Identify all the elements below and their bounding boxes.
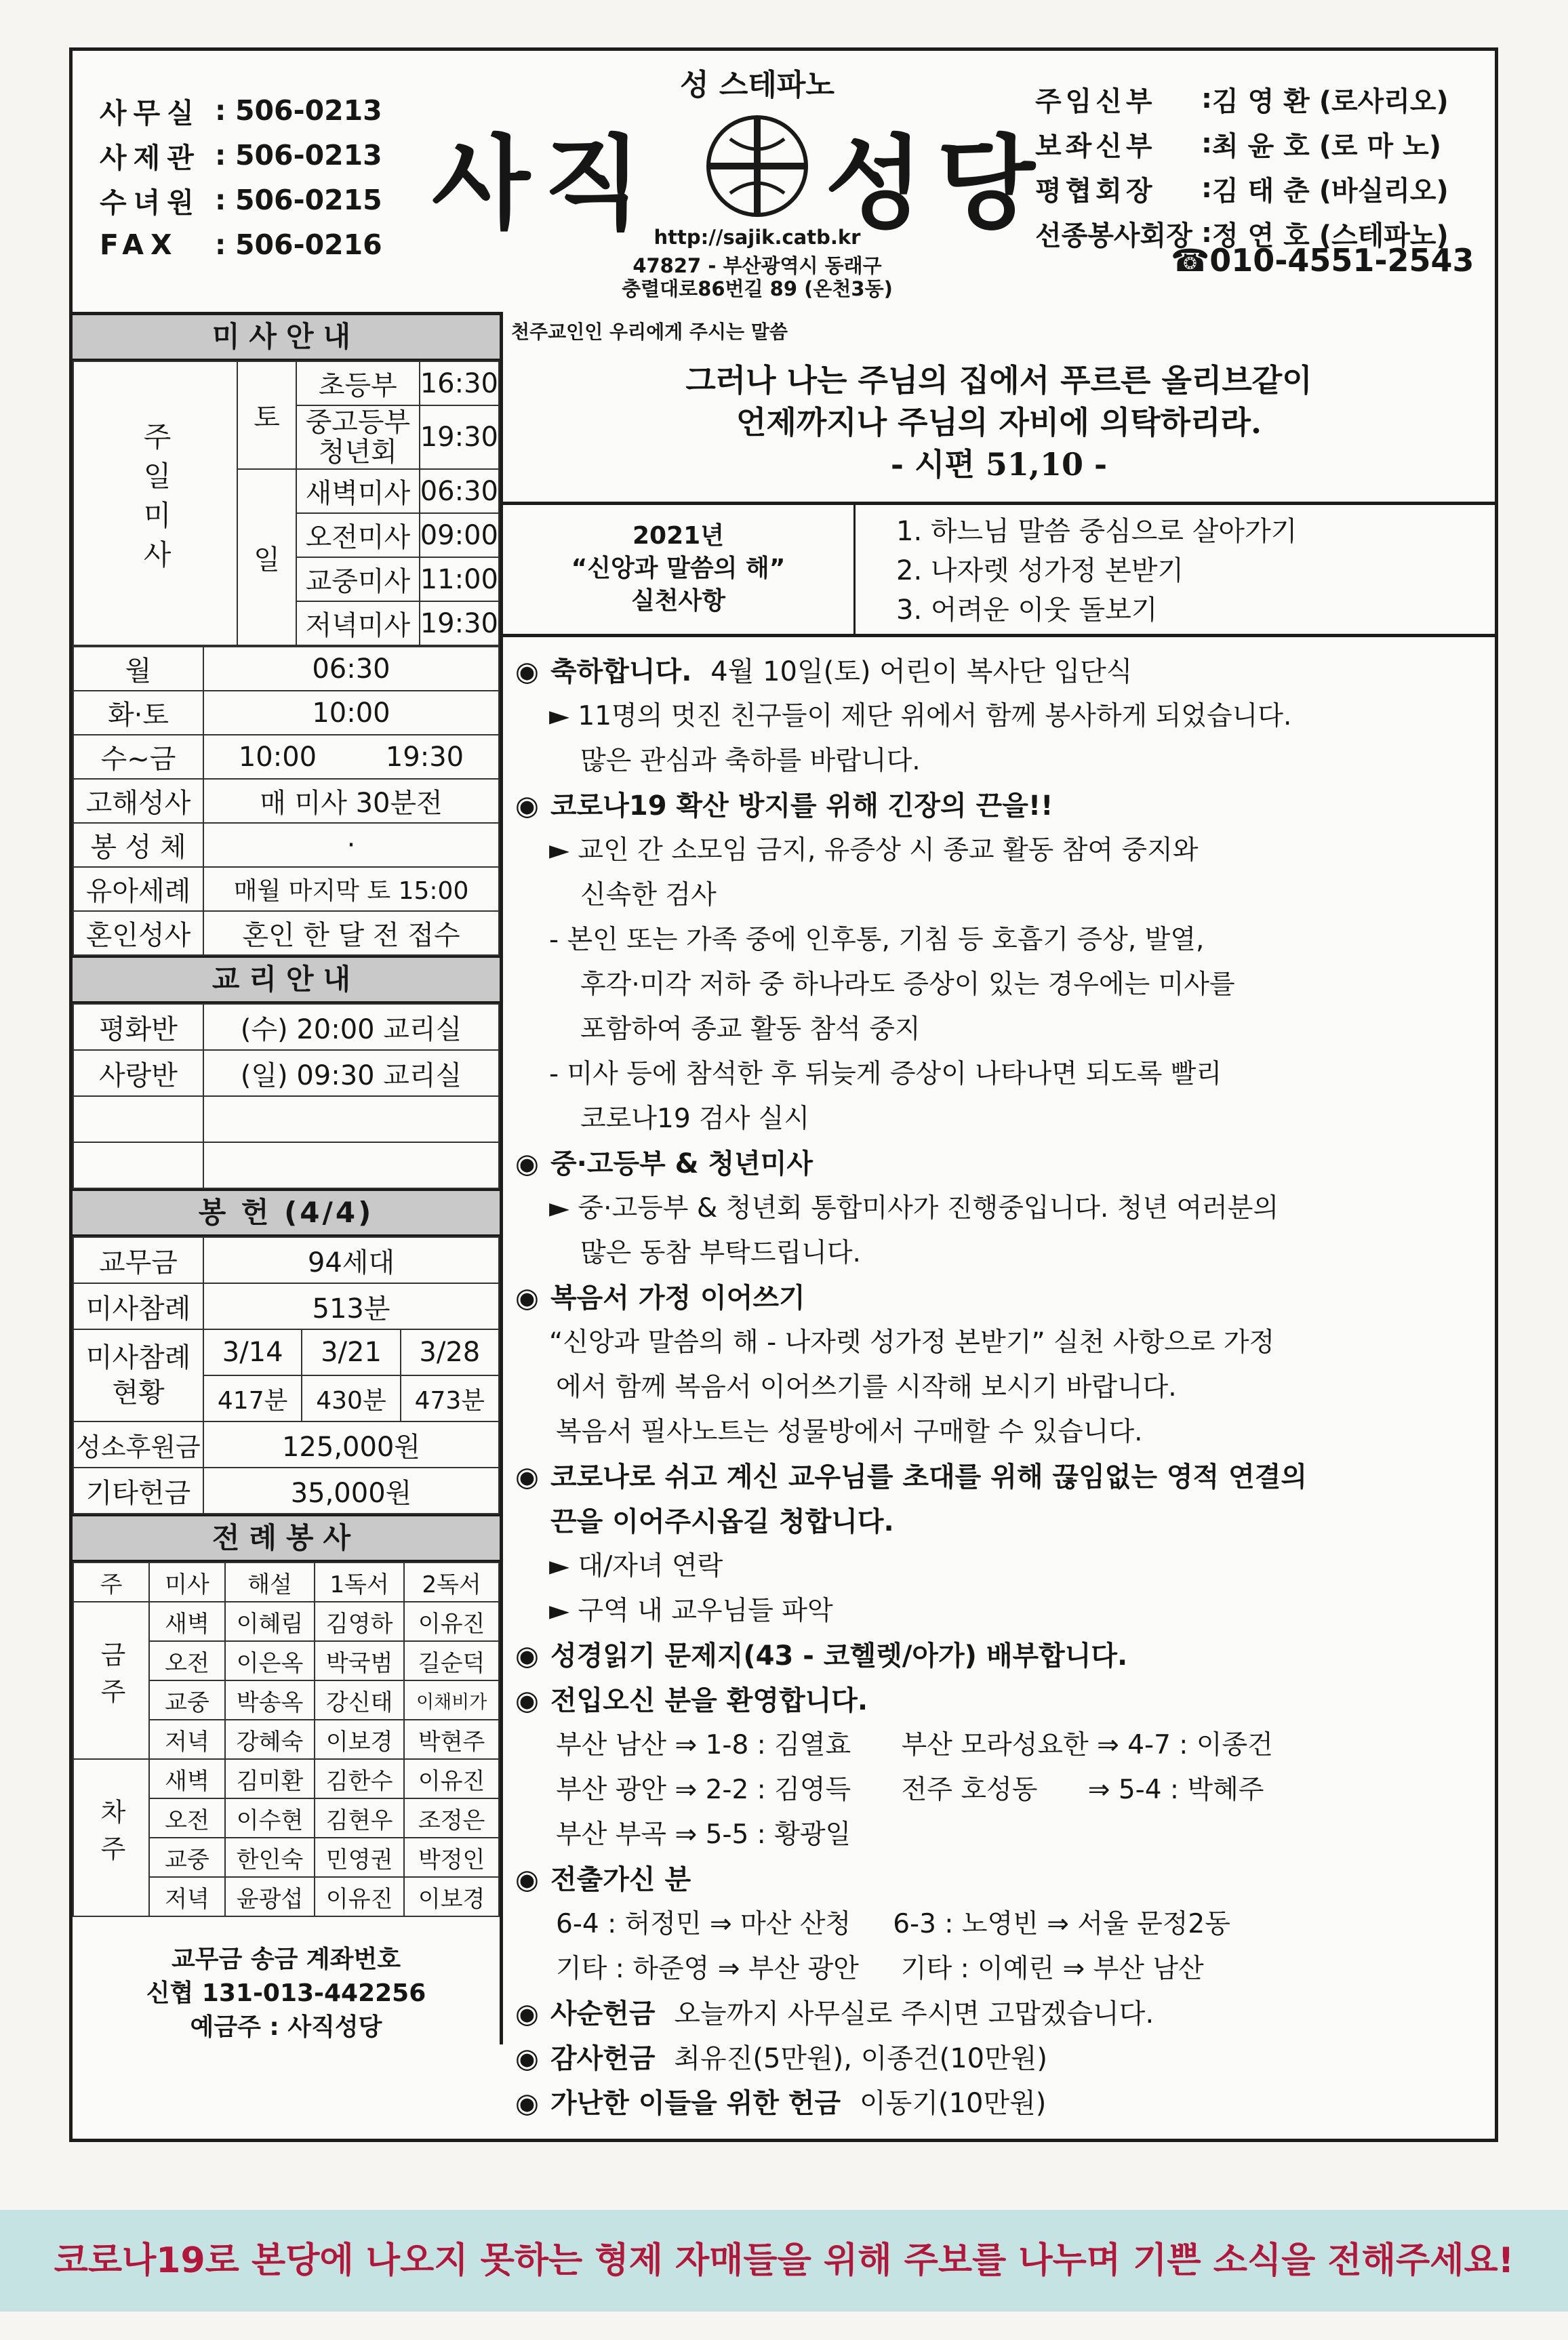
class-time: (일) 09:30 교리실 xyxy=(203,1050,499,1096)
liturgy-name: 김영하 xyxy=(315,1602,404,1641)
bullet-icon: ◉ xyxy=(515,656,539,687)
liturgy-name: 이유진 xyxy=(404,1602,499,1641)
this-week-label: 금주 xyxy=(73,1602,149,1759)
sacrament-value: · xyxy=(203,823,499,867)
next-week-label: 차주 xyxy=(73,1759,149,1916)
bullet-icon: ◉ xyxy=(515,1283,539,1314)
announcement-line: 복음서 필사노트는 성물방에서 구매할 수 있습니다. xyxy=(556,1417,1143,1447)
bullet-icon: ◉ xyxy=(515,1148,539,1179)
mass-name: 교중미사 xyxy=(296,557,420,601)
liturgy-name: 김현우 xyxy=(315,1798,404,1838)
liturgy-name: 박현주 xyxy=(404,1720,499,1759)
sacrament-label: 봉 성 체 xyxy=(73,823,203,867)
weekday-table xyxy=(73,646,500,956)
empty-cell xyxy=(73,1142,203,1188)
liturgy-mass: 오전 xyxy=(149,1798,225,1838)
announcement-heading: ◉ 코로나19 확산 방지를 위해 긴장의 끈을!! xyxy=(515,784,1495,828)
parish-name-left: 사직 xyxy=(432,125,656,243)
attendance-count: 417분 xyxy=(203,1375,302,1421)
liturgy-mass: 교중 xyxy=(149,1838,225,1877)
scripture-line: 언제까지나 주님의 자비에 의탁하리라. xyxy=(736,404,1262,441)
liturgy-mass: 오전 xyxy=(149,1641,225,1680)
class-time: (수) 20:00 교리실 xyxy=(203,1004,499,1050)
announcement-line: ► 중·고등부 & 청년회 통합미사가 진행중입니다. 청년 여러분의 xyxy=(549,1193,1279,1224)
scripture-caption: 천주교인인 우리에게 주시는 말씀 xyxy=(511,321,788,343)
announcement-line: 에서 함께 복음서 이어쓰기를 시작해 보시기 바랍니다. xyxy=(556,1372,1177,1403)
parish-name-right: 성당 xyxy=(825,125,1049,243)
announcement-heading: ◉ 전출가신 분 xyxy=(515,1857,1495,1902)
weekday-time: 06:30 xyxy=(203,647,499,691)
liturgy-mass: 저녁 xyxy=(149,1720,225,1759)
announcement-heading: ◉ 가난한 이들을 위한 헌금 이동기(10만원) xyxy=(515,2081,1495,2126)
announcement-line: 코로나19 검사 실시 xyxy=(580,1104,810,1134)
empty-cell xyxy=(203,1142,499,1188)
contact-row: 수녀원 : 506-0215 xyxy=(100,184,382,219)
announcement-line: ► 교인 간 소모임 금지, 유증상 시 종교 활동 참여 중지와 xyxy=(549,835,1199,866)
weekday-time: 10:00 xyxy=(203,691,499,735)
announcement-line: ► 구역 내 교우님들 파악 xyxy=(549,1596,833,1626)
attendance-date: 3/28 xyxy=(401,1329,499,1375)
announcement-line: 부산 남산 ⇒ 1-8 : 김열효 부산 모라성요한 ⇒ 4-7 : 이종건 xyxy=(556,1730,1273,1760)
class-name: 사랑반 xyxy=(73,1050,203,1096)
contact-row: 사무실 : 506-0213 xyxy=(100,94,382,129)
offering-value: 513분 xyxy=(203,1283,499,1329)
announcement-heading: ◉ 코로나로 쉬고 계신 교우님를 초대를 위해 끊임없는 영적 연결의 xyxy=(515,1455,1495,1499)
liturgy-name: 길순덕 xyxy=(404,1641,499,1680)
announcement-heading: ◉ 성경읽기 문제지(43 - 코헬렛/아가) 배부합니다. xyxy=(515,1634,1495,1678)
attendance-count: 430분 xyxy=(302,1375,400,1421)
mass-name: 초등부 xyxy=(296,361,420,405)
sacrament-label: 고해성사 xyxy=(73,779,203,823)
sat-label: 토 xyxy=(237,361,296,469)
mass-name: 중고등부 청년회 xyxy=(296,405,420,469)
address: 47827 - 부산광역시 동래구 충렬대로86번길 89 (온천3동) xyxy=(622,254,893,300)
scripture-box xyxy=(503,312,1495,505)
scripture-reference: - 시편 51,10 - xyxy=(890,446,1108,483)
bullet-icon: ◉ xyxy=(515,1864,539,1895)
announcement-line: 6-4 : 허정민 ⇒ 마산 산청 6-3 : 노영빈 ⇒ 서울 문정2동 xyxy=(556,1909,1230,1939)
liturgy-mass: 저녁 xyxy=(149,1877,225,1916)
mass-name: 저녁미사 xyxy=(296,601,420,645)
announcement-line: 신속한 검사 xyxy=(580,880,717,910)
header xyxy=(73,51,1495,312)
announcement-heading: ◉ 축하합니다. 4월 10일(토) 어린이 복사단 입단식 xyxy=(515,649,1495,694)
sun-label: 일 xyxy=(237,469,296,645)
offering-label: 성소후원금 xyxy=(73,1421,203,1468)
announcement-line: 후각·미각 저하 중 하나라도 증상이 있는 경우에는 미사를 xyxy=(580,969,1235,1000)
liturgy-mass: 새벽 xyxy=(149,1602,225,1641)
announcement-line: 많은 동참 부탁드립니다. xyxy=(580,1238,861,1268)
weekend-label: 주일미사 xyxy=(73,361,237,645)
plan-title: 2021년 “신앙과 말씀의 해” 실천사항 xyxy=(503,505,856,634)
announcement-line: - 본인 또는 가족 중에 인후통, 기침 등 호흡기 증상, 발열, xyxy=(549,925,1205,955)
mass-name: 새벽미사 xyxy=(296,469,420,513)
liturgy-table xyxy=(73,1562,500,1917)
liturgy-header: 1독서 xyxy=(315,1562,404,1602)
weekday-day: 월 xyxy=(73,647,203,691)
mass-section-title: 미사안내 xyxy=(73,315,500,361)
liturgy-name: 이유진 xyxy=(315,1877,404,1916)
catechism-section-title: 교리안내 xyxy=(73,956,500,1003)
liturgy-name: 윤광섭 xyxy=(225,1877,315,1916)
bullet-icon: ◉ xyxy=(515,1998,539,2030)
sacrament-label: 혼인성사 xyxy=(73,911,203,955)
empty-cell xyxy=(73,1096,203,1142)
liturgy-name: 박정인 xyxy=(404,1838,499,1877)
liturgy-name: 이수현 xyxy=(225,1798,315,1838)
catechism-table xyxy=(73,1003,500,1189)
announcement-line: 포함하여 종교 활동 참석 중지 xyxy=(580,1014,921,1045)
announcement-line: 기타 : 하준영 ⇒ 부산 광안 기타 : 이예린 ⇒ 부산 남산 xyxy=(556,1954,1204,1984)
announcements xyxy=(503,637,1495,2126)
liturgy-mass: 교중 xyxy=(149,1680,225,1720)
liturgy-name: 김미환 xyxy=(225,1759,315,1798)
liturgy-name: 이보경 xyxy=(315,1720,404,1759)
offering-label: 교무금 xyxy=(73,1237,203,1283)
liturgy-name: 한인숙 xyxy=(225,1838,315,1877)
plan-items xyxy=(856,505,1495,634)
website-link[interactable]: http://sajik.catb.kr xyxy=(654,226,861,249)
sacrament-value: 매 미사 30분전 xyxy=(203,779,499,823)
mass-time: 09:00 xyxy=(420,513,499,557)
announcement-line: 부산 광안 ⇒ 2-2 : 김영득 전주 호성동 ⇒ 5-4 : 박혜주 xyxy=(556,1775,1264,1805)
plan-item: 1. 하느님 말씀 중심으로 살아가기 xyxy=(896,516,1298,547)
liturgy-name: 이혜림 xyxy=(225,1602,315,1641)
bulletin-frame xyxy=(69,47,1498,2142)
left-column xyxy=(73,312,503,2044)
staff-row: 보좌신부 : 최 윤 호 (로 마 노) xyxy=(1035,128,1442,162)
offering-value: 94세대 xyxy=(203,1237,499,1283)
empty-cell xyxy=(203,1096,499,1142)
announcement-line: ► 대/자녀 연락 xyxy=(549,1551,723,1581)
right-column xyxy=(503,312,1495,2126)
staff-row: 선종봉사회장 : 정 연 호 (스테파노) xyxy=(1035,218,1449,251)
saint-name: 성 스테파노 xyxy=(680,68,835,102)
yearly-plan xyxy=(503,505,1495,637)
mass-time: 19:30 xyxy=(420,405,499,469)
bullet-icon: ◉ xyxy=(515,2088,539,2119)
liturgy-name: 민영권 xyxy=(315,1838,404,1877)
attendance-label: 미사참례 현황 xyxy=(73,1329,203,1421)
scripture-line: 그러나 나는 주님의 집에서 푸르른 올리브같이 xyxy=(685,362,1312,399)
phone-number: ☎010-4551-2543 xyxy=(1171,242,1474,279)
offering-label: 기타헌금 xyxy=(73,1468,203,1514)
announcement-line: 부산 부곡 ⇒ 5-5 : 황광일 xyxy=(556,1819,851,1850)
bottom-banner: 코로나19로 본당에 나오지 못하는 형제 자매들을 위해 주보를 나누며 기쁜 소식을 전해주세요! xyxy=(0,2210,1568,2312)
offering-label: 미사참례 xyxy=(73,1283,203,1329)
announcement-line: - 미사 등에 참석한 후 뒤늦게 증상이 나타나면 되도록 빨리 xyxy=(549,1059,1222,1089)
liturgy-header: 주 xyxy=(73,1562,149,1602)
sacrament-value: 혼인 한 달 전 접수 xyxy=(203,911,499,955)
announcement-heading: ◉ 감사헌금 최유진(5만원), 이종건(10만원) xyxy=(515,2036,1495,2081)
bullet-icon: ◉ xyxy=(515,1685,539,1716)
attendance-date: 3/14 xyxy=(203,1329,302,1375)
offering-table xyxy=(73,1236,500,1514)
liturgy-header: 해설 xyxy=(225,1562,315,1602)
staff-list xyxy=(1035,77,1489,256)
liturgy-mass: 새벽 xyxy=(149,1759,225,1798)
liturgy-name: 김한수 xyxy=(315,1759,404,1798)
liturgy-name: 강혜숙 xyxy=(225,1720,315,1759)
liturgy-name: 조정은 xyxy=(404,1798,499,1838)
bullet-icon: ◉ xyxy=(515,1461,539,1493)
mass-time: 19:30 xyxy=(420,601,499,645)
bullet-icon: ◉ xyxy=(515,1640,539,1672)
mass-time: 11:00 xyxy=(420,557,499,601)
liturgy-header: 미사 xyxy=(149,1562,225,1602)
liturgy-name: 박송옥 xyxy=(225,1680,315,1720)
sacrament-value: 매월 마지막 토 15:00 xyxy=(203,867,499,911)
sacrament-label: 유아세례 xyxy=(73,867,203,911)
offering-value: 125,000원 xyxy=(203,1421,499,1468)
liturgy-name: 강신태 xyxy=(315,1680,404,1720)
mass-table xyxy=(73,361,500,646)
mass-name: 오전미사 xyxy=(296,513,420,557)
weekday-time: 19:30 xyxy=(351,735,499,779)
liturgy-name: 이채비가 xyxy=(404,1680,499,1720)
liturgy-section-title: 전례봉사 xyxy=(73,1514,500,1562)
announcement-heading: ◉ 전입오신 분을 환영합니다. xyxy=(515,1678,1495,1723)
staff-row: 주임신부 : 김 영 환 (로사리오) xyxy=(1035,83,1449,117)
offering-value: 35,000원 xyxy=(203,1468,499,1514)
class-name: 평화반 xyxy=(73,1004,203,1050)
announcement-heading: ◉ 사순헌금 오늘까지 사무실로 주시면 고맙겠습니다. xyxy=(515,1992,1495,2036)
title-block xyxy=(411,51,1103,312)
announcement-heading: ◉ 복음서 가정 이어쓰기 xyxy=(515,1276,1495,1320)
mass-time: 16:30 xyxy=(420,361,499,405)
parish-emblem-icon xyxy=(703,112,811,220)
announcement-line: 많은 관심과 축하를 바랍니다. xyxy=(580,746,921,776)
attendance-count: 473분 xyxy=(401,1375,499,1421)
liturgy-name: 이보경 xyxy=(404,1877,499,1916)
contact-row: FAX : 506-0216 xyxy=(100,228,382,261)
announcement-heading: 끈을 이어주시옵길 청합니다. xyxy=(550,1506,894,1537)
announcement-line: “신앙과 말씀의 해 - 나자렛 성가정 본받기” 실천 사항으로 가정 xyxy=(549,1327,1275,1358)
contact-row: 사제관 : 506-0213 xyxy=(100,139,382,174)
offering-section-title: 봉 헌 (4/4) xyxy=(73,1189,500,1236)
liturgy-header: 2독서 xyxy=(404,1562,499,1602)
bullet-icon: ◉ xyxy=(515,2043,539,2074)
staff-row: 평협회장 : 김 태 춘 (바실리오) xyxy=(1035,173,1449,207)
weekday-day: 화·토 xyxy=(73,691,203,735)
weekday-day: 수~금 xyxy=(73,735,203,779)
liturgy-name: 박국범 xyxy=(315,1641,404,1680)
mass-time: 06:30 xyxy=(420,469,499,513)
plan-item: 3. 어려운 이웃 돌보기 xyxy=(896,594,1158,626)
liturgy-name: 이은옥 xyxy=(225,1641,315,1680)
announcement-line: ► 11명의 멋진 친구들이 제단 위에서 함께 봉사하게 되었습니다. xyxy=(549,701,1292,731)
weekday-time: 10:00 xyxy=(203,735,351,779)
bank-account: 교무금 송금 계좌번호 신협 131-013-442256 예금주 : 사직성당 xyxy=(146,1945,426,2041)
liturgy-name: 이유진 xyxy=(404,1759,499,1798)
bullet-icon: ◉ xyxy=(515,790,539,822)
attendance-date: 3/21 xyxy=(302,1329,400,1375)
announcement-heading: ◉ 중·고등부 & 청년미사 xyxy=(515,1142,1495,1186)
plan-item: 2. 나자렛 성가정 본받기 xyxy=(896,555,1184,586)
